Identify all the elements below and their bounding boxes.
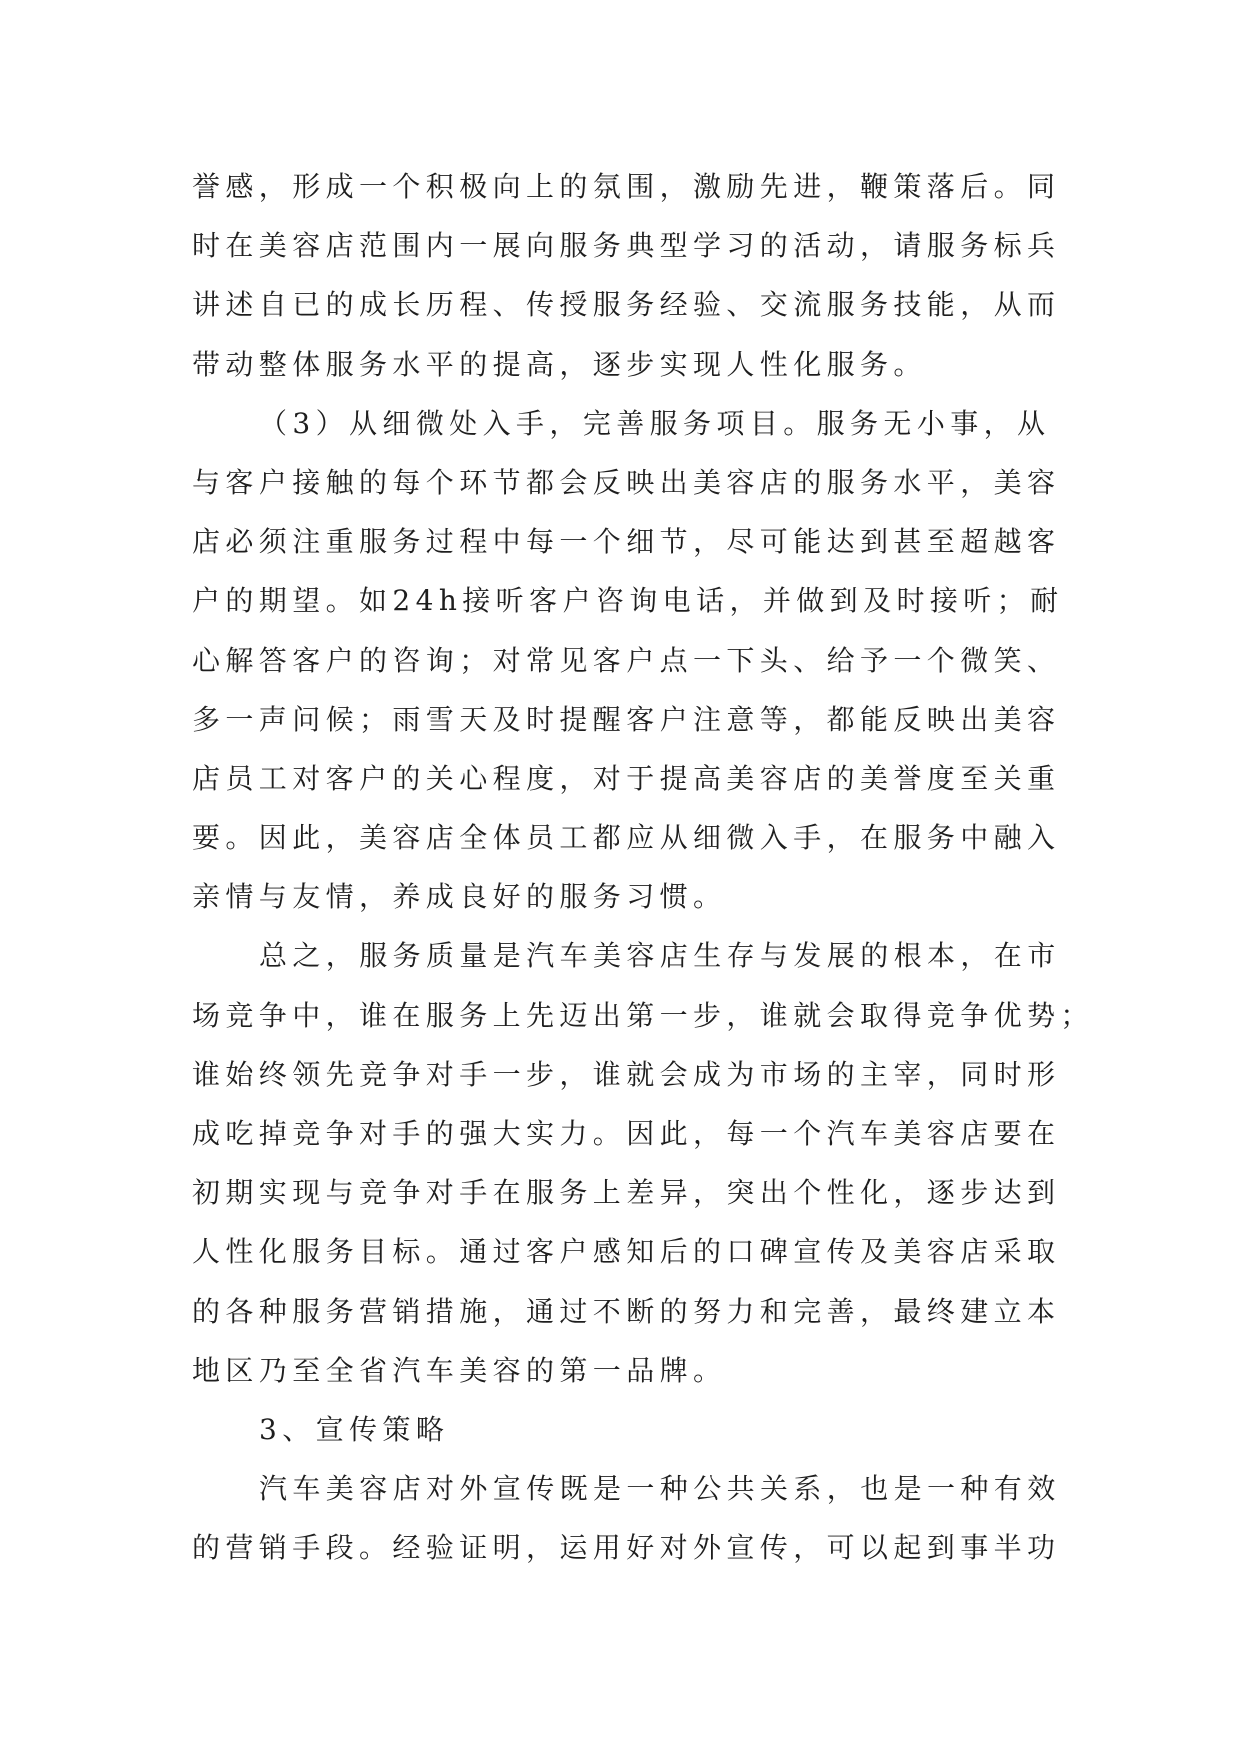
text-line: 心解答客户的咨询；对常见客户点一下头、给予一个微笑、	[192, 643, 1061, 677]
text-line: 誉感，形成一个积极向上的氛围，激励先进，鞭策落后。同	[192, 170, 1061, 203]
text-line: 初期实现与竞争对手在服务上差异，突出个性化，逐步达到	[192, 1176, 1061, 1210]
section-heading: 3、宣传策略	[259, 1412, 450, 1446]
paragraph-start-line: 总之，服务质量是汽车美容店生存与发展的根本，在市	[259, 939, 1061, 973]
text-line: 人性化服务目标。通过客户感知后的口碑宣传及美容店采取	[192, 1235, 1061, 1269]
text-line: 的营销手段。经验证明，运用好对外宣传，可以起到事半功	[192, 1531, 1061, 1565]
text-line: 店员工对客户的关心程度，对于提高美容店的美誉度至关重	[192, 761, 1061, 795]
text-line: 与客户接触的每个环节都会反映出美容店的服务水平，美容	[192, 465, 1061, 499]
paragraph-start-line: 汽车美容店对外宣传既是一种公共关系，也是一种有效	[259, 1472, 1061, 1506]
text-line: 带动整体服务水平的提高，逐步实现人性化服务。	[192, 347, 927, 381]
text-line: 亲情与友情，养成良好的服务习惯。	[192, 880, 727, 914]
text-line: 的各种服务营销措施，通过不断的努力和完善，最终建立本	[192, 1294, 1061, 1328]
text-line: 场竞争中，谁在服务上先迈出第一步，谁就会取得竞争优势；	[192, 998, 1094, 1032]
text-line: 时在美容店范围内一展向服务典型学习的活动，请服务标兵	[192, 229, 1061, 263]
text-line: 要。因此，美容店全体员工都应从细微入手，在服务中融入	[192, 821, 1061, 855]
text-line: 地区乃至全省汽车美容的第一品牌。	[192, 1353, 727, 1387]
text-line: 户的期望。如24h接听客户咨询电话，并做到及时接听；耐	[192, 584, 1064, 618]
text-line: 谁始终领先竞争对手一步，谁就会成为市场的主宰，同时形	[192, 1057, 1061, 1091]
text-line: 讲述自已的成长历程、传授服务经验、交流服务技能，从而	[192, 288, 1061, 322]
text-line: 成吃掉竞争对手的强大实力。因此，每一个汽车美容店要在	[192, 1117, 1061, 1150]
body-text	[192, 157, 1122, 1578]
text-line: 多一声问候；雨雪天及时提醒客户注意等，都能反映出美容	[192, 702, 1061, 736]
paragraph-start-line: （3）从细微处入手，完善服务项目。服务无小事，从	[259, 406, 1051, 440]
text-line: 店必须注重服务过程中每一个细节，尽可能达到甚至超越客	[192, 525, 1061, 559]
